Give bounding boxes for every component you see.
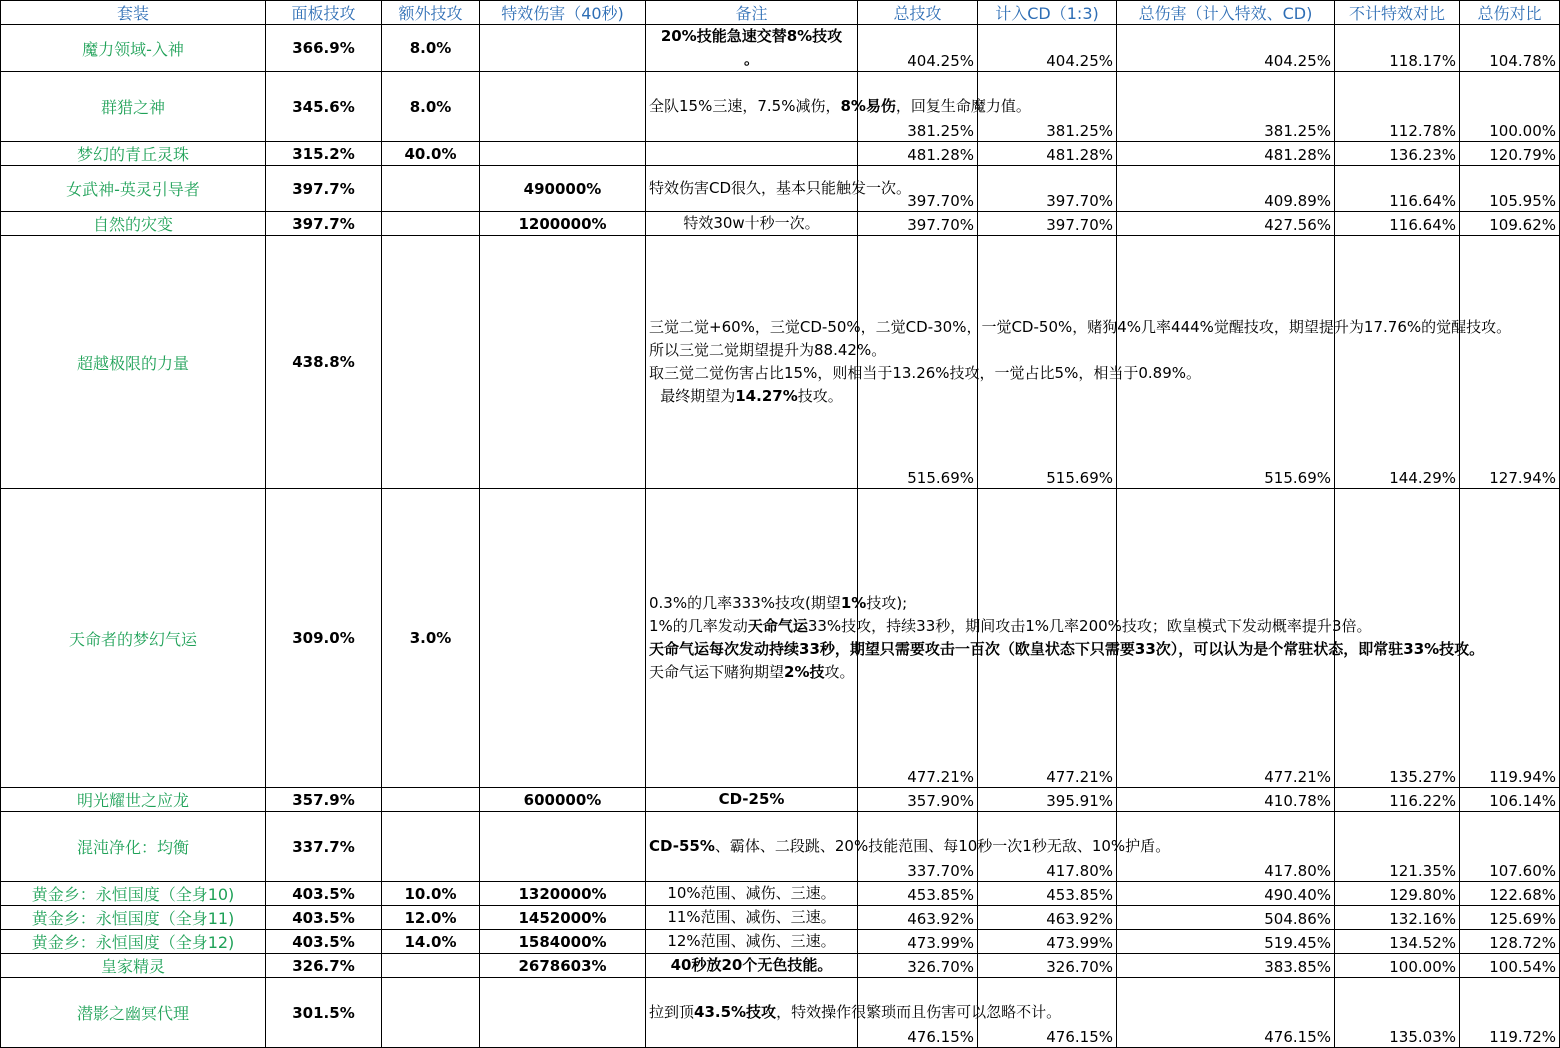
total-damage-cell[interactable]: 519.45% (1117, 930, 1335, 954)
table-row (1, 72, 1560, 142)
note-text: ，回复生命魔力值。 (895, 97, 1031, 115)
effect-damage-cell[interactable]: 490000% (480, 166, 646, 212)
note-text: 10%范围、减伤、三速。 (667, 884, 836, 902)
extra-skill-atk-cell[interactable] (382, 236, 480, 489)
effect-damage-cell[interactable]: 600000% (480, 788, 646, 812)
notes-cell[interactable] (646, 882, 858, 906)
header-total-damage[interactable]: 总伤害（计入特效、CD) (1117, 1, 1335, 25)
notes-cell[interactable] (646, 930, 858, 954)
total-skill-atk-cell[interactable]: 397.70% (858, 212, 978, 236)
total-skill-atk-cell[interactable]: 515.69% (858, 236, 978, 489)
notes-cell[interactable] (646, 788, 858, 812)
total-skill-atk-cell[interactable]: 404.25% (858, 25, 978, 72)
with-cd-cell[interactable]: 477.21% (978, 489, 1117, 788)
effect-damage-cell[interactable] (480, 142, 646, 166)
set-name-cell[interactable]: 群猎之神 (1, 72, 266, 142)
with-cd-cell[interactable]: 404.25% (978, 25, 1117, 72)
table-row (1, 906, 1560, 930)
note-text: 14.27% (735, 387, 798, 405)
compare-no-effect-cell[interactable]: 134.52% (1335, 930, 1460, 954)
with-cd-cell[interactable]: 397.70% (978, 166, 1117, 212)
extra-skill-atk-cell[interactable]: 8.0% (382, 72, 480, 142)
note-text: 8%易伤 (840, 97, 896, 115)
extra-skill-atk-cell[interactable] (382, 978, 480, 1048)
effect-damage-cell[interactable]: 1200000% (480, 212, 646, 236)
table-row (1, 212, 1560, 236)
compare-no-effect-cell[interactable]: 112.78% (1335, 72, 1460, 142)
header-effect-damage[interactable]: 特效伤害（40秒) (480, 1, 646, 25)
with-cd-cell[interactable]: 453.85% (978, 882, 1117, 906)
with-cd-cell[interactable]: 397.70% (978, 212, 1117, 236)
compare-no-effect-cell[interactable]: 118.17% (1335, 25, 1460, 72)
total-damage-cell[interactable]: 417.80% (1117, 812, 1335, 882)
compare-total-cell[interactable]: 120.79% (1460, 142, 1560, 166)
note-text: 最终期望为 (660, 387, 736, 405)
notes-cell[interactable] (646, 166, 912, 212)
set-name-cell[interactable]: 混沌净化：均衡 (1, 812, 266, 882)
compare-total-cell[interactable]: 127.94% (1460, 236, 1560, 489)
note-text: 1%的几率发动 (649, 617, 748, 635)
note-text: 、霸体、二段跳、20%技能范围、每10秒一次1秒无敌、10%护盾。 (714, 837, 1171, 855)
note-text: 全队15%三速，7.5%减伤， (649, 97, 841, 115)
compare-total-cell[interactable]: 100.54% (1460, 954, 1560, 978)
total-skill-atk-cell[interactable]: 477.21% (858, 489, 978, 788)
panel-skill-atk-cell[interactable]: 366.9% (266, 25, 382, 72)
compare-total-cell[interactable]: 109.62% (1460, 212, 1560, 236)
note-text: 20%技能急速交替8%技攻 (660, 27, 843, 45)
total-damage-cell[interactable]: 504.86% (1117, 906, 1335, 930)
compare-no-effect-cell[interactable]: 116.22% (1335, 788, 1460, 812)
note-text: 技攻。 (797, 387, 843, 405)
table-row (1, 166, 1560, 212)
with-cd-cell[interactable]: 476.15% (978, 978, 1117, 1048)
total-skill-atk-cell[interactable]: 381.25% (858, 72, 978, 142)
compare-total-cell[interactable]: 106.14% (1460, 788, 1560, 812)
panel-skill-atk-cell[interactable]: 315.2% (266, 142, 382, 166)
header-set[interactable]: 套装 (1, 1, 266, 25)
panel-skill-atk-cell[interactable]: 397.7% (266, 212, 382, 236)
table-row (1, 142, 1560, 166)
table-row (1, 489, 1560, 788)
total-damage-cell[interactable]: 481.28% (1117, 142, 1335, 166)
panel-skill-atk-cell[interactable]: 397.7% (266, 166, 382, 212)
header-panel-skill-atk[interactable]: 面板技攻 (266, 1, 382, 25)
panel-skill-atk-cell[interactable]: 337.7% (266, 812, 382, 882)
total-skill-atk-cell[interactable]: 473.99% (858, 930, 978, 954)
effect-damage-cell[interactable] (480, 978, 646, 1048)
compare-no-effect-cell[interactable]: 144.29% (1335, 236, 1460, 489)
notes-cell[interactable] (646, 142, 858, 166)
total-skill-atk-cell[interactable]: 357.90% (858, 788, 978, 812)
note-text: 天命气运下赌狗期望 (649, 663, 785, 681)
note-text: 特效30w十秒一次。 (683, 214, 820, 232)
header-compare-no-effect[interactable]: 不计特效对比 (1335, 1, 1460, 25)
total-damage-cell[interactable]: 515.69% (1117, 236, 1335, 489)
note-text: 11%范围、减伤、三速。 (667, 908, 836, 926)
total-skill-atk-cell[interactable]: 476.15% (858, 978, 978, 1048)
note-text: 三觉二觉+60%，三觉CD-50%，二觉CD-30%，一觉CD-50%，赌狗4%几率444%觉醒技攻，期望提升为17.76%的觉醒技攻。 (649, 318, 1512, 336)
table-row (1, 882, 1560, 906)
header-notes[interactable]: 备注 (646, 1, 858, 25)
compare-total-cell[interactable]: 105.95% (1460, 166, 1560, 212)
note-text: 技攻); (866, 594, 908, 612)
effect-damage-cell[interactable] (480, 812, 646, 882)
note-text: 攻。 (824, 663, 855, 681)
total-damage-cell[interactable]: 427.56% (1117, 212, 1335, 236)
note-text: 0.3%的几率333%技攻(期望 (649, 594, 841, 612)
set-name-cell[interactable]: 黄金乡：永恒国度（全身10) (1, 882, 266, 906)
extra-skill-atk-cell[interactable] (382, 954, 480, 978)
table-row (1, 788, 1560, 812)
note-text: 特效伤害CD很久，基本只能触发一次。 (649, 179, 912, 197)
compare-total-cell[interactable]: 119.94% (1460, 489, 1560, 788)
with-cd-cell[interactable]: 515.69% (978, 236, 1117, 489)
compare-no-effect-cell[interactable]: 129.80% (1335, 882, 1460, 906)
effect-damage-cell[interactable]: 1584000% (480, 930, 646, 954)
compare-total-cell[interactable]: 100.00% (1460, 72, 1560, 142)
panel-skill-atk-cell[interactable]: 357.9% (266, 788, 382, 812)
table-row (1, 930, 1560, 954)
header-row (1, 1, 1560, 25)
notes-cell[interactable] (646, 25, 858, 72)
panel-skill-atk-cell[interactable]: 403.5% (266, 906, 382, 930)
panel-skill-atk-cell[interactable]: 301.5% (266, 978, 382, 1048)
set-name-cell[interactable]: 黄金乡：永恒国度（全身12) (1, 930, 266, 954)
extra-skill-atk-cell[interactable]: 8.0% (382, 25, 480, 72)
set-name-cell[interactable]: 皇家精灵 (1, 954, 266, 978)
note-text: 取三觉二觉伤害占比15%，则相当于13.26%技攻，一觉占比5%，相当于0.89%。 (649, 364, 1201, 382)
compare-no-effect-cell[interactable]: 136.23% (1335, 142, 1460, 166)
compare-no-effect-cell[interactable]: 116.64% (1335, 166, 1460, 212)
set-name-cell[interactable]: 潜影之幽冥代理 (1, 978, 266, 1048)
compare-total-cell[interactable]: 107.60% (1460, 812, 1560, 882)
note-text: 33%技攻，持续33秒，期间攻击1%几率200%技攻；欧皇模式下发动概率提升3倍。 (807, 617, 1372, 635)
panel-skill-atk-cell[interactable]: 326.7% (266, 954, 382, 978)
effect-damage-cell[interactable]: 1320000% (480, 882, 646, 906)
total-damage-cell[interactable]: 404.25% (1117, 25, 1335, 72)
effect-damage-cell[interactable] (480, 489, 646, 788)
note-text: ，特效操作很繁琐而且伤害可以忽略不计。 (776, 1003, 1062, 1021)
compare-total-cell[interactable]: 119.72% (1460, 978, 1560, 1048)
note-text: 40秒放20个无色技能。 (670, 956, 833, 974)
with-cd-cell[interactable]: 326.70% (978, 954, 1117, 978)
set-name-cell[interactable]: 梦幻的青丘灵珠 (1, 142, 266, 166)
compare-no-effect-cell[interactable]: 135.03% (1335, 978, 1460, 1048)
with-cd-cell[interactable]: 481.28% (978, 142, 1117, 166)
compare-no-effect-cell[interactable]: 135.27% (1335, 489, 1460, 788)
table-row (1, 812, 1560, 882)
with-cd-cell[interactable]: 417.80% (978, 812, 1117, 882)
table-row (1, 236, 1560, 489)
note-text: 天命气运 (747, 617, 808, 635)
note-text: 天命气运每次发动持续33秒，期望只需要攻击一百次（欧皇状态下只需要33次），可以认为是个常驻状态，即常驻33%技攻。 (649, 640, 1485, 658)
note-text: 43.5%技攻 (694, 1003, 777, 1021)
compare-total-cell[interactable]: 125.69% (1460, 906, 1560, 930)
set-name-cell[interactable]: 自然的灾变 (1, 212, 266, 236)
notes-cell[interactable] (646, 212, 858, 236)
effect-damage-cell[interactable]: 1452000% (480, 906, 646, 930)
set-name-cell[interactable]: 天命者的梦幻气运 (1, 489, 266, 788)
set-name-cell[interactable]: 黄金乡：永恒国度（全身11) (1, 906, 266, 930)
total-damage-cell[interactable]: 476.15% (1117, 978, 1335, 1048)
set-name-cell[interactable]: 超越极限的力量 (1, 236, 266, 489)
note-text: 所以三觉二觉期望提升为88.42%。 (649, 341, 887, 359)
table-row (1, 978, 1560, 1048)
total-damage-cell[interactable]: 383.85% (1117, 954, 1335, 978)
total-damage-cell[interactable]: 410.78% (1117, 788, 1335, 812)
compare-no-effect-cell[interactable]: 116.64% (1335, 212, 1460, 236)
note-text: 。 (743, 50, 759, 68)
notes-cell[interactable] (646, 906, 858, 930)
table-row (1, 954, 1560, 978)
note-text: CD-55% (649, 837, 715, 855)
total-damage-cell[interactable]: 490.40% (1117, 882, 1335, 906)
panel-skill-atk-cell[interactable]: 403.5% (266, 930, 382, 954)
effect-damage-cell[interactable] (480, 72, 646, 142)
total-skill-atk-cell[interactable]: 397.70% (858, 166, 978, 212)
note-text: 2%技 (784, 663, 825, 681)
extra-skill-atk-cell[interactable]: 10.0% (382, 882, 480, 906)
set-name-cell[interactable]: 女武神-英灵引导者 (1, 166, 266, 212)
header-compare-total[interactable]: 总伤对比 (1460, 1, 1560, 25)
total-damage-cell[interactable]: 381.25% (1117, 72, 1335, 142)
extra-skill-atk-cell[interactable] (382, 788, 480, 812)
compare-total-cell[interactable]: 104.78% (1460, 25, 1560, 72)
total-damage-cell[interactable]: 409.89% (1117, 166, 1335, 212)
extra-skill-atk-cell[interactable]: 12.0% (382, 906, 480, 930)
extra-skill-atk-cell[interactable]: 14.0% (382, 930, 480, 954)
note-text: CD-25% (718, 790, 785, 808)
total-skill-atk-cell[interactable]: 326.70% (858, 954, 978, 978)
extra-skill-atk-cell[interactable] (382, 166, 480, 212)
set-name-cell[interactable]: 明光耀世之应龙 (1, 788, 266, 812)
effect-damage-cell[interactable] (480, 236, 646, 489)
note-text: 1% (840, 594, 867, 612)
total-damage-cell[interactable]: 477.21% (1117, 489, 1335, 788)
total-skill-atk-cell[interactable]: 453.85% (858, 882, 978, 906)
effect-damage-cell[interactable]: 2678603% (480, 954, 646, 978)
notes-cell[interactable] (646, 954, 858, 978)
extra-skill-atk-cell[interactable] (382, 812, 480, 882)
extra-skill-atk-cell[interactable]: 3.0% (382, 489, 480, 788)
total-skill-atk-cell[interactable]: 463.92% (858, 906, 978, 930)
table-row (1, 25, 1560, 72)
effect-damage-cell[interactable] (480, 25, 646, 72)
header-total-skill-atk[interactable]: 总技攻 (858, 1, 978, 25)
total-skill-atk-cell[interactable]: 481.28% (858, 142, 978, 166)
header-extra-skill-atk[interactable]: 额外技攻 (382, 1, 480, 25)
set-name-cell[interactable]: 魔力领域-入神 (1, 25, 266, 72)
header-with-cd[interactable]: 计入CD（1:3) (978, 1, 1117, 25)
table-body (1, 25, 1560, 1048)
compare-no-effect-cell[interactable]: 100.00% (1335, 954, 1460, 978)
note-text: 拉到顶 (649, 1003, 695, 1021)
with-cd-cell[interactable]: 473.99% (978, 930, 1117, 954)
note-text: 12%范围、减伤、三速。 (667, 932, 836, 950)
extra-skill-atk-cell[interactable]: 40.0% (382, 142, 480, 166)
compare-no-effect-cell[interactable]: 121.35% (1335, 812, 1460, 882)
compare-total-cell[interactable]: 128.72% (1460, 930, 1560, 954)
panel-skill-atk-cell[interactable]: 345.6% (266, 72, 382, 142)
with-cd-cell[interactable]: 463.92% (978, 906, 1117, 930)
with-cd-cell[interactable]: 395.91% (978, 788, 1117, 812)
total-skill-atk-cell[interactable]: 337.70% (858, 812, 978, 882)
with-cd-cell[interactable]: 381.25% (978, 72, 1117, 142)
panel-skill-atk-cell[interactable]: 403.5% (266, 882, 382, 906)
compare-no-effect-cell[interactable]: 132.16% (1335, 906, 1460, 930)
compare-total-cell[interactable]: 122.68% (1460, 882, 1560, 906)
extra-skill-atk-cell[interactable] (382, 212, 480, 236)
panel-skill-atk-cell[interactable]: 309.0% (266, 489, 382, 788)
panel-skill-atk-cell[interactable]: 438.8% (266, 236, 382, 489)
